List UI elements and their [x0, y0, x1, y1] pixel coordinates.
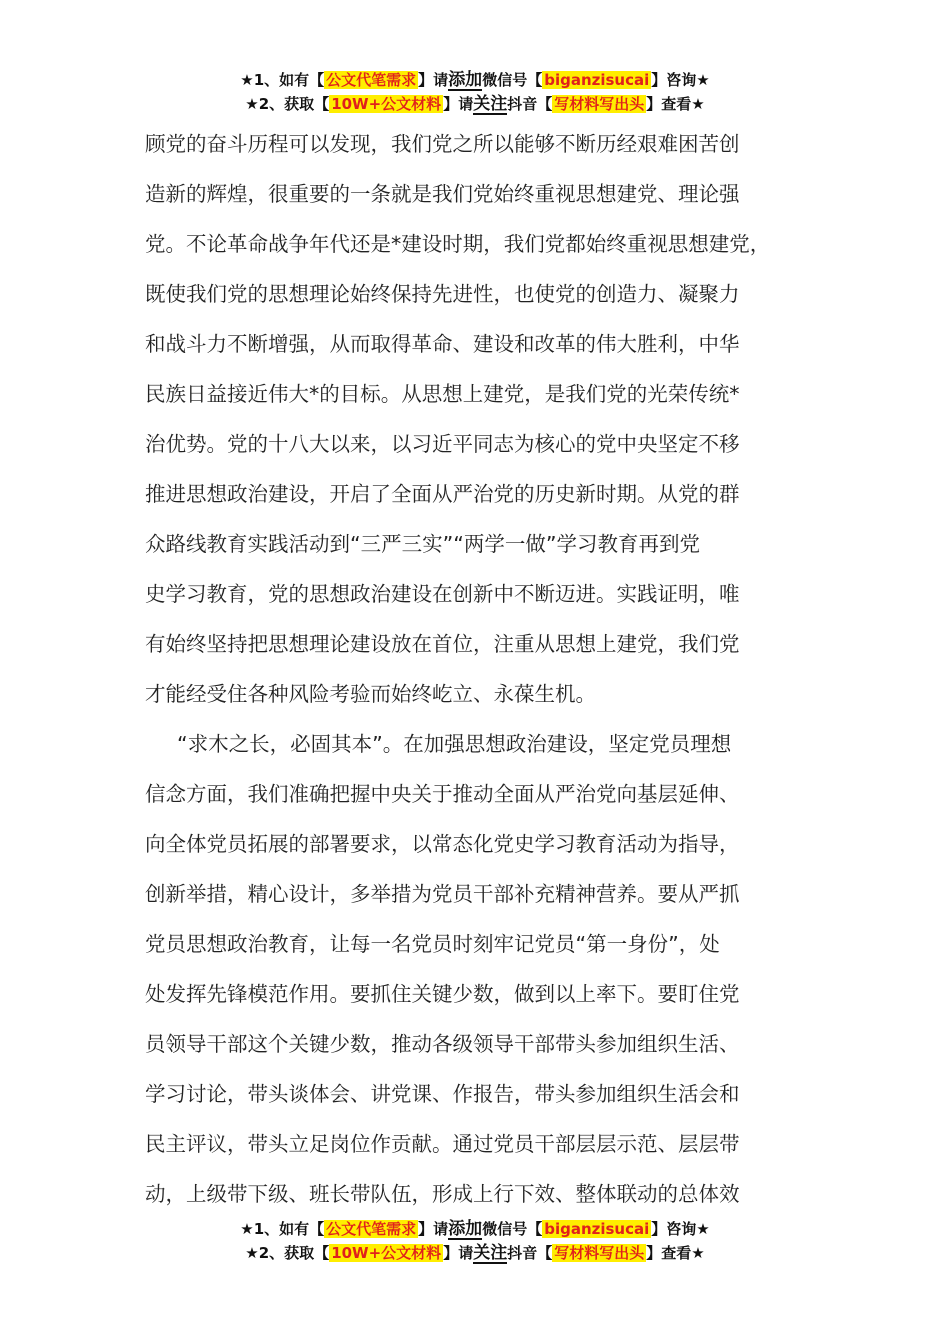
- banner-highlight: 公文代笔需求: [326, 1220, 417, 1238]
- banner-text: 】请: [418, 71, 449, 89]
- banner-text: 】请: [443, 1244, 474, 1262]
- text-line: 众路线教育实践活动到“三严三实”“两学一做”学习教育再到党: [145, 532, 700, 556]
- text-line: 顾党的奋斗历程可以发现，我们党之所以能够不断历经艰难困苦创: [145, 132, 740, 156]
- banner-text: 抖音【: [507, 95, 553, 113]
- text-line: 向全体党员拓展的部署要求，以常态化党史学习教育活动为指导，: [145, 832, 740, 856]
- banner-highlight: 公文代笔需求: [326, 71, 417, 89]
- text-line: 既使我们党的思想理论始终保持先进性，也使党的创造力、凝聚力: [145, 282, 740, 306]
- banner-text: 微信号【: [482, 1220, 543, 1238]
- banner-highlight: biganzisucai: [544, 1220, 650, 1238]
- paragraph-1: [145, 119, 835, 719]
- banner-emphasis: 添加: [448, 70, 483, 90]
- text-line: 员领导干部这个关键少数，推动各级领导干部带头参加组织生活、: [145, 1032, 740, 1056]
- document-body: [145, 119, 835, 1219]
- footer-banner-line-1: [0, 1217, 950, 1241]
- banner-text: 】咨询★: [651, 71, 710, 89]
- text-line: 推进思想政治建设，开启了全面从严治党的历史新时期。从党的群: [145, 482, 740, 506]
- banner-highlight: biganzisucai: [544, 71, 650, 89]
- text-line: 有始终坚持把思想理论建设放在首位，注重从思想上建党，我们党: [145, 632, 740, 656]
- text-line: 创新举措，精心设计，多举措为党员干部补充精神营养。要从严抓: [145, 882, 740, 906]
- banner-text: ★1、如有【: [240, 71, 325, 89]
- text-line: 信念方面，我们准确把握中央关于推动全面从严治党向基层延伸、: [145, 782, 740, 806]
- banner-highlight: 写材料写出头: [554, 95, 645, 113]
- text-line: 动，上级带下级、班长带队伍，形成上行下效、整体联动的总体效: [145, 1182, 740, 1206]
- text-line: 党。不论革命战争年代还是*建设时期，我们党都始终重视思想建党，: [145, 232, 771, 256]
- banner-text: 抖音【: [507, 1244, 553, 1262]
- banner-text: 】请: [418, 1220, 449, 1238]
- footer-banner: [0, 1217, 950, 1265]
- banner-emphasis: 关注: [473, 94, 508, 114]
- banner-text: 】查看★: [646, 95, 705, 113]
- text-line: 民族日益接近伟大*的目标。从思想上建党，是我们党的光荣传统*: [145, 382, 740, 406]
- banner-emphasis: 关注: [473, 1243, 508, 1263]
- banner-text: 】咨询★: [651, 1220, 710, 1238]
- text-line: 学习讨论，带头谈体会、讲党课、作报告，带头参加组织生活会和: [145, 1082, 740, 1106]
- paragraph-2: [145, 719, 835, 1219]
- banner-text: ★2、获取【: [245, 1244, 330, 1262]
- header-banner-line-2: [0, 92, 950, 116]
- header-banner-line-1: [0, 68, 950, 92]
- banner-highlight: 写材料写出头: [554, 1244, 645, 1262]
- text-line: 处发挥先锋模范作用。要抓住关键少数，做到以上率下。要盯住党: [145, 982, 740, 1006]
- footer-banner-line-2: [0, 1241, 950, 1265]
- text-line: 史学习教育，党的思想政治建设在创新中不断迈进。实践证明，唯: [145, 582, 740, 606]
- text-line: 民主评议，带头立足岗位作贡献。通过党员干部层层示范、层层带: [145, 1132, 740, 1156]
- banner-text: ★2、获取【: [245, 95, 330, 113]
- text-line: 治优势。党的十八大以来，以习近平同志为核心的党中央坚定不移: [145, 432, 740, 456]
- banner-text: 微信号【: [482, 71, 543, 89]
- banner-text: ★1、如有【: [240, 1220, 325, 1238]
- text-line: 党员思想政治教育，让每一名党员时刻牢记党员“第一身份”，处: [145, 932, 720, 956]
- text-line: 造新的辉煌，很重要的一条就是我们党始终重视思想建党、理论强: [145, 182, 740, 206]
- text-line: 和战斗力不断增强，从而取得革命、建设和改革的伟大胜利，中华: [145, 332, 740, 356]
- banner-text: 】请: [443, 95, 474, 113]
- text-line: 才能经受住各种风险考验而始终屹立、永葆生机。: [145, 682, 596, 706]
- banner-text: 】查看★: [646, 1244, 705, 1262]
- header-banner: [0, 68, 950, 116]
- banner-emphasis: 添加: [448, 1219, 483, 1239]
- banner-highlight: 10W+公文材料: [331, 1244, 442, 1262]
- text-line: “求木之长，必固其本”。在加强思想政治建设，坚定党员理想: [177, 732, 732, 756]
- banner-highlight: 10W+公文材料: [331, 95, 442, 113]
